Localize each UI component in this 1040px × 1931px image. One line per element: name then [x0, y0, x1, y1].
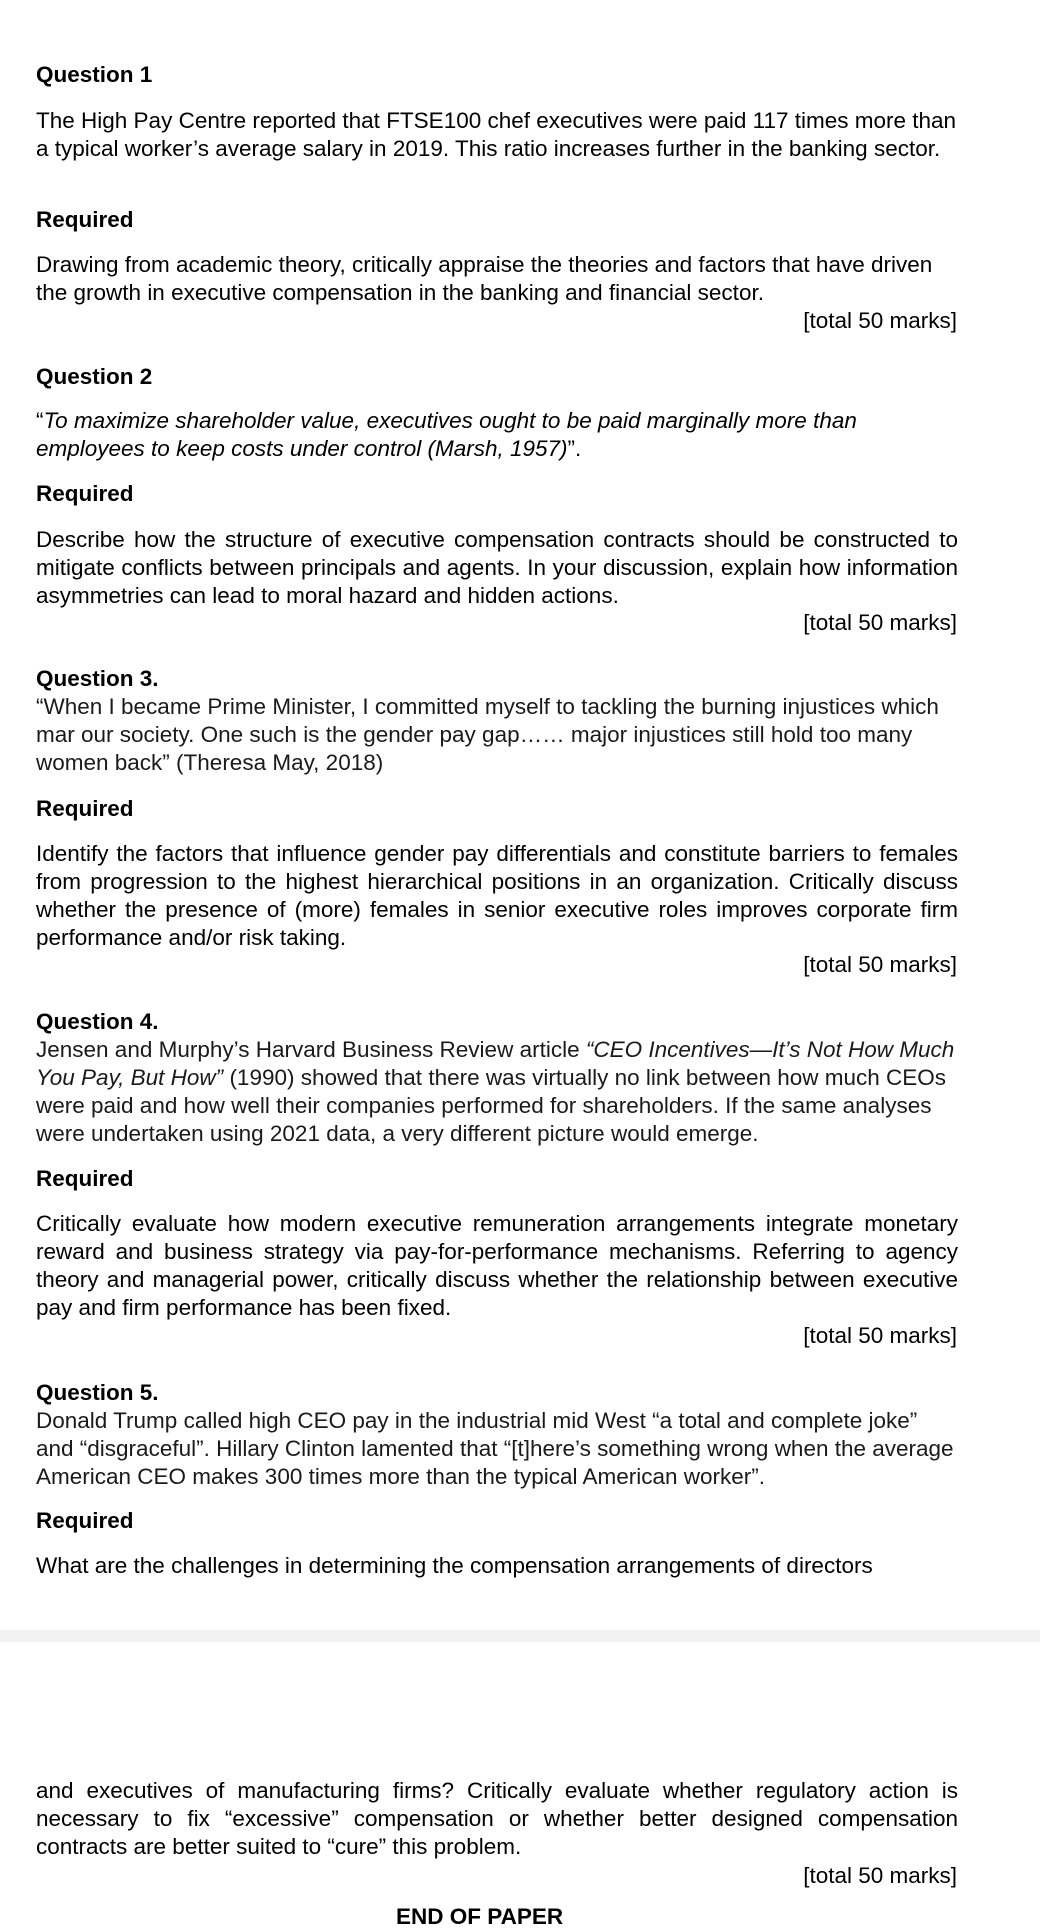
- question-2-title: Question 2: [36, 364, 153, 389]
- question-3-task: Identify the factors that influence gender pay differentials and constitute barriers to females from progression to the highest hierarchical positions in an organization. Critically discuss whether the presence of (more) females in senior executive roles improves corporate firm performance and/or risk taking.: [36, 841, 958, 950]
- question-5-marks: [total 50 marks]: [803, 1863, 957, 1888]
- question-4-required: Required: [36, 1166, 134, 1191]
- question-2-task: Describe how the structure of executive compensation contracts should be constructed to mitigate conflicts between principals and agents. In your discussion, explain how information asymmetries can lead to moral hazard and hidden actions.: [36, 527, 958, 608]
- question-5-task-part2: and executives of manufacturing firms? Critically evaluate whether regulatory action is necessary to fix “excessive” compensation or whether better designed compensation contracts are better suited to “cure” this problem.: [36, 1778, 958, 1859]
- question-2-marks: [total 50 marks]: [803, 610, 957, 635]
- question-4-text: Jensen and Murphy’s Harvard Business Review article “CEO Incentives—It’s Not How Much You Pay, But How” (1990) showed that there was virtually no link between how much CEOs were paid and how well their companies performed for shareholders. If the same analyses were undertaken using 2021 data, a very different picture would emerge.: [36, 1037, 955, 1146]
- question-3-marks: [total 50 marks]: [803, 952, 957, 977]
- question-1-title: Question 1: [36, 62, 153, 87]
- end-of-paper: END OF PAPER: [396, 1904, 564, 1929]
- question-1-task: Drawing from academic theory, critically appraise the theories and factors that have driven the growth in executive compensation in the banking and financial sector.: [36, 252, 933, 305]
- page-break: [0, 1630, 1040, 1642]
- question-5-text: Donald Trump called high CEO pay in the industrial mid West “a total and complete joke” and “disgraceful”. Hillary Clinton lamented that “[t]here’s something wrong when the average American CEO makes 300 times more than the typical American worker”.: [36, 1408, 954, 1489]
- question-2-quote: “To maximize shareholder value, executives ought to be paid marginally more than employees to keep costs under control (Marsh, 1957)”.: [36, 408, 857, 461]
- question-5-title: Question 5.: [36, 1380, 159, 1405]
- question-1-marks: [total 50 marks]: [803, 308, 957, 333]
- question-5-required: Required: [36, 1508, 134, 1533]
- question-3-title: Question 3.: [36, 666, 159, 691]
- question-2-required: Required: [36, 481, 134, 506]
- question-5-task-part1: What are the challenges in determining the compensation arrangements of directors: [36, 1553, 873, 1578]
- question-3-required: Required: [36, 796, 134, 821]
- question-4-marks: [total 50 marks]: [803, 1323, 957, 1348]
- question-4-task: Critically evaluate how modern executive remuneration arrangements integrate monetary reward and business strategy via pay-for-performance mechanisms. Referring to agency theory and managerial power, critically discuss whether the relationship between executive pay and firm performance has been fixed.: [36, 1211, 958, 1320]
- question-1-required: Required: [36, 207, 134, 232]
- question-1-text: The High Pay Centre reported that FTSE100 chef executives were paid 117 times more than a typical worker’s average salary in 2019. This ratio increases further in the banking sector.: [36, 108, 957, 161]
- question-4-title: Question 4.: [36, 1009, 159, 1034]
- question-3-text: “When I became Prime Minister, I committed myself to tackling the burning injustices which mar our society. One such is the gender pay gap…… major injustices still hold too many women back” (Theresa May, 2018): [36, 694, 939, 775]
- article-title: “CEO Incentives—It’s Not How Much You Pay, But How”: [36, 1037, 955, 1090]
